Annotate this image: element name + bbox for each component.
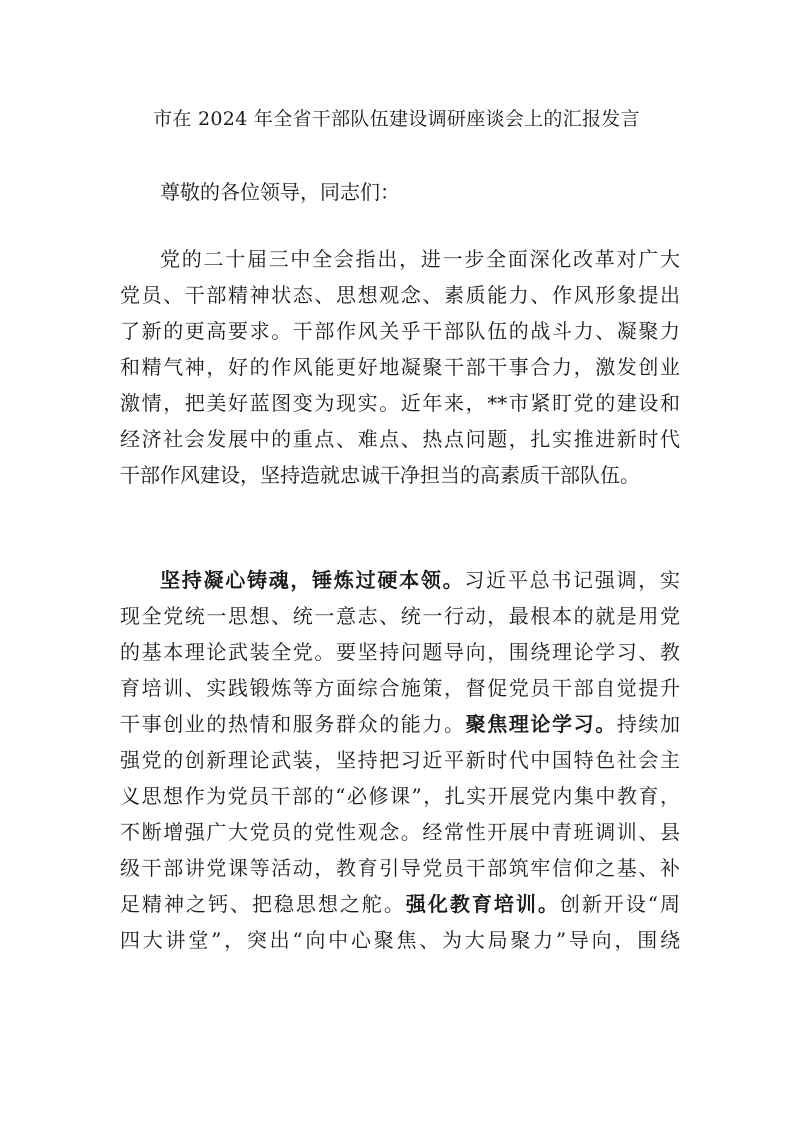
paragraph-line: 党的二十届三中全会指出，进一步全面深化改革对广大 (160, 247, 680, 271)
paragraph-line (120, 562, 680, 598)
paragraph-section-1 (120, 562, 680, 958)
paragraph-line: 级干部讲党课等活动，教育引导党员干部筑牢信仰之基、补 (120, 856, 680, 880)
paragraph-text: 干事创业的热情和服务群众的能力。 (120, 712, 466, 736)
paragraph-line: 强党的创新理论武装，坚持把习近平新时代中国特色社会主 (120, 748, 680, 772)
paragraph-line: 不断增强广大党员的党性观念。经常性开展中青班调训、县 (120, 820, 680, 844)
paragraph-line: 和精气神，好的作风能更好地凝聚干部干事合力，激发创业 (120, 355, 680, 379)
paragraph-line: 了新的更高要求。干部作风关乎干部队伍的战斗力、凝聚力 (120, 319, 680, 343)
paragraph-line: 经济社会发展中的重点、难点、热点问题，扎实推进新时代 (120, 427, 680, 451)
paragraph-line: 的基本理论武装全党。要坚持问题导向，围绕理论学习、教 (120, 640, 680, 664)
paragraph-line: 激情，把美好蓝图变为现实。近年来，**市紧盯党的建设和 (120, 391, 680, 415)
paragraph-line: 现全党统一思想、统一意志、统一行动，最根本的就是用党 (120, 604, 680, 628)
section-heading: 坚持凝心铸魂，锤炼过硬本领。 (160, 568, 465, 592)
subsection-heading: 强化教育培训。 (405, 892, 560, 916)
paragraph-text: 持续加 (616, 712, 681, 736)
paragraph-line: 干部作风建设，坚持造就忠诚干净担当的高素质干部队伍。 (120, 463, 640, 487)
paragraph-intro (120, 241, 680, 493)
paragraph-line (120, 886, 680, 922)
paragraph-text: 习近平总书记强调，实 (464, 568, 681, 592)
paragraph-text: 足精神之钙、把稳思想之舵。 (120, 892, 406, 916)
document-title: 市在 2024 年全省干部队伍建设调研座谈会上的汇报发言 (153, 108, 640, 130)
paragraph-line: 党员、干部精神状态、思想观念、素质能力、作风形象提出 (120, 283, 680, 307)
paragraph-line: 四大讲堂”，突出“向中心聚焦、为大局聚力”导向，围绕 (120, 928, 680, 952)
paragraph-line (120, 706, 680, 742)
paragraph-text: 创新开设“周 (559, 892, 681, 916)
paragraph-line: 育培训、实践锻炼等方面综合施策，督促党员干部自觉提升 (120, 676, 680, 700)
salutation: 尊敬的各位领导，同志们： (160, 180, 400, 204)
paragraph-line: 义思想作为党员干部的“必修课”，扎实开展党内集中教育， (120, 784, 680, 808)
subsection-heading: 聚焦理论学习。 (465, 712, 617, 736)
